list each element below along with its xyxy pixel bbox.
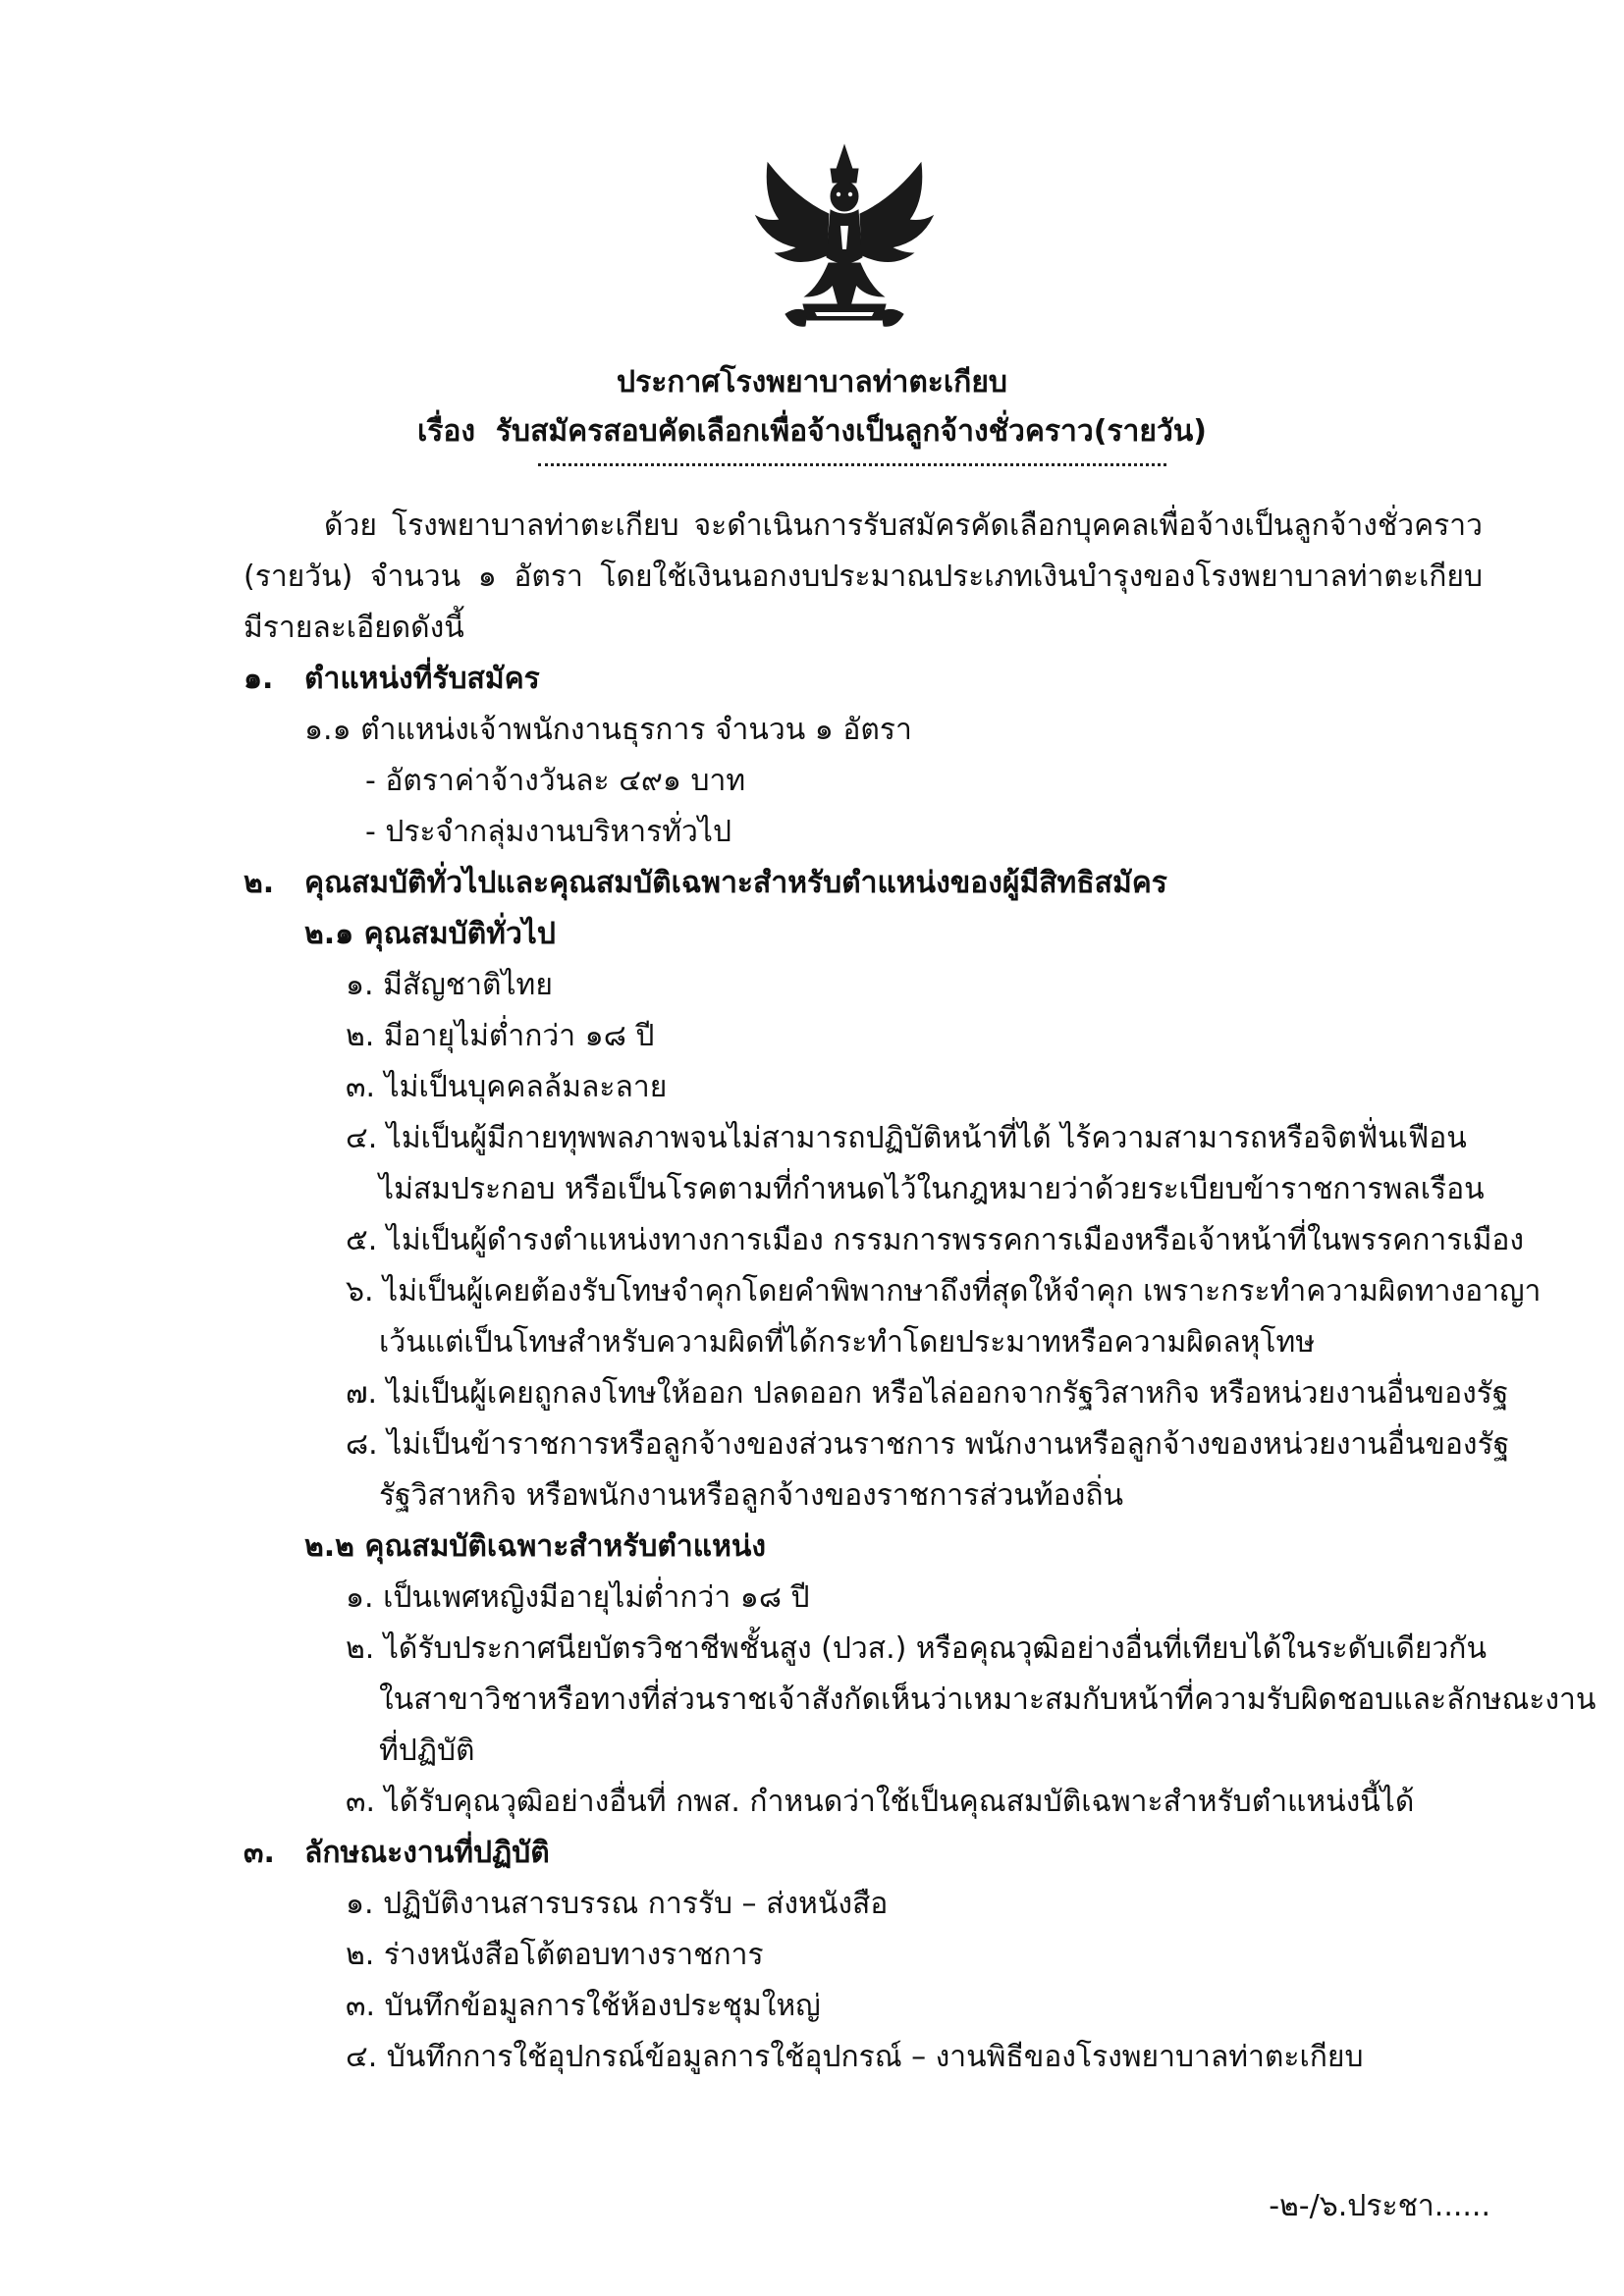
general-qualification-3: ๓. ไม่เป็นบุคคลล้มละลาย xyxy=(346,1070,668,1104)
work-unit: - ประจำกลุ่มงานบริหารทั่วไป xyxy=(365,815,732,849)
specific-qualification-3: ๓. ได้รับคุณวุฒิอย่างอื่นที่ กพส. กำหนดว่าใช้เป็นคุณสมบัติเฉพาะสำหรับตำแหน่งนี้ได้ xyxy=(346,1785,1415,1819)
position-item: ๑.๑ ตำแหน่งเจ้าพนักงานธุรการ จำนวน ๑ อัตรา xyxy=(304,713,912,747)
subject-text: รับสมัครสอบคัดเลือกเพื่อจ้างเป็นลูกจ้างชั่วคราว(รายวัน) xyxy=(495,414,1208,449)
specific-qualification-2-cont: ในสาขาวิชาหรือทางที่ส่วนราชเจ้าสังกัดเห็นว่าเหมาะสมกับหน้าที่ความรับผิดชอบและลักษณะงาน xyxy=(379,1682,1597,1717)
general-qualification-1: ๑. มีสัญชาติไทย xyxy=(346,968,553,1002)
general-qualifications-heading: ๒.๑ คุณสมบัติทั่วไป xyxy=(304,917,556,951)
garuda-emblem-icon xyxy=(746,139,943,336)
document-subject xyxy=(0,410,1624,454)
specific-qualification-2: ๒. ได้รับประกาศนียบัตรวิชาชีพชั้นสูง (ปวส.) หรือคุณวุฒิอย่างอื่นที่เทียบได้ในระดับเดียวกัน xyxy=(346,1631,1487,1666)
intro-line-1: ด้วย โรงพยาบาลท่าตะเกียบ จะดำเนินการรับสมัครคัดเลือกบุคคลเพื่อจ้างเป็นลูกจ้างชั่วคราว xyxy=(324,508,1483,543)
section-3-number: ๓. xyxy=(244,1836,275,1870)
general-qualification-5: ๕. ไม่เป็นผู้ดำรงตำแหน่งทางการเมือง กรรมการพรรคการเมืองหรือเจ้าหน้าที่ในพรรคการเมือง xyxy=(346,1223,1525,1257)
intro-line-3: มีรายละเอียดดังนี้ xyxy=(244,611,464,645)
general-qualification-6-cont: เว้นแต่เป็นโทษสำหรับความผิดที่ได้กระทำโดยประมาทหรือความผิดลหุโทษ xyxy=(379,1325,1316,1360)
specific-qualification-1: ๑. เป็นเพศหญิงมีอายุไม่ต่ำกว่า ๑๘ ปี xyxy=(346,1580,810,1615)
task-1: ๑. ปฏิบัติงานสารบรรณ การรับ – ส่งหนังสือ xyxy=(346,1887,889,1921)
section-1-title: ตำแหน่งที่รับสมัคร xyxy=(304,662,540,696)
intro-line-2: (รายวัน) จำนวน ๑ อัตรา โดยใช้เงินนอกงบประมาณประเภทเงินบำรุงของโรงพยาบาลท่าตะเกียบ xyxy=(244,560,1483,594)
subject-label: เรื่อง xyxy=(416,414,476,449)
title-divider xyxy=(538,463,1166,466)
specific-qualification-2-cont-2: ที่ปฏิบัติ xyxy=(379,1734,475,1768)
task-3: ๓. บันทึกข้อมูลการใช้ห้องประชุมใหญ่ xyxy=(346,1989,821,2023)
task-2: ๒. ร่างหนังสือโต้ตอบทางราชการ xyxy=(346,1938,764,1972)
general-qualification-7: ๗. ไม่เป็นผู้เคยถูกลงโทษให้ออก ปลดออก หรือไล่ออกจากรัฐวิสาหกิจ หรือหน่วยงานอื่นของรัฐ xyxy=(346,1376,1509,1411)
section-2-number: ๒. xyxy=(244,866,275,900)
general-qualification-2: ๒. มีอายุไม่ต่ำกว่า ๑๘ ปี xyxy=(346,1019,655,1053)
general-qualification-4: ๔. ไม่เป็นผู้มีกายทุพพลภาพจนไม่สามารถปฏิบัติหน้าที่ได้ ไร้ความสามารถหรือจิตฟั่นเฟือน xyxy=(346,1121,1467,1155)
general-qualification-6: ๖. ไม่เป็นผู้เคยต้องรับโทษจำคุกโดยคำพิพากษาถึงที่สุดให้จำคุก เพราะกระทำความผิดทางอาญา xyxy=(346,1274,1542,1308)
section-2-title: คุณสมบัติทั่วไปและคุณสมบัติเฉพาะสำหรับตำแหน่งของผู้มีสิทธิสมัคร xyxy=(304,866,1167,900)
general-qualification-4-cont: ไม่สมประกอบ หรือเป็นโรคตามที่กำหนดไว้ในกฎหมายว่าด้วยระเบียบข้าราชการพลเรือน xyxy=(379,1172,1485,1206)
general-qualification-8-cont: รัฐวิสาหกิจ หรือพนักงานหรือลูกจ้างของราชการส่วนท้องถิ่น xyxy=(379,1478,1123,1513)
page-continuation: -๒-/๖.ประชา...... xyxy=(1269,2189,1490,2223)
task-4: ๔. บันทึกการใช้อุปกรณ์ข้อมูลการใช้อุปกรณ์ – งานพิธีของโรงพยาบาลท่าตะเกียบ xyxy=(346,2040,1364,2074)
section-1-number: ๑. xyxy=(244,662,274,696)
wage-rate: - อัตราค่าจ้างวันละ ๔๙๑ บาท xyxy=(365,764,746,798)
specific-qualifications-heading: ๒.๒ คุณสมบัติเฉพาะสำหรับตำแหน่ง xyxy=(304,1529,767,1564)
document-title: ประกาศโรงพยาบาลท่าตะเกียบ xyxy=(617,365,1007,400)
section-3-title: ลักษณะงานที่ปฏิบัติ xyxy=(304,1836,550,1870)
general-qualification-8: ๘. ไม่เป็นข้าราชการหรือลูกจ้างของส่วนราชการ พนักงานหรือลูกจ้างของหน่วยงานอื่นของรัฐ xyxy=(346,1427,1510,1462)
